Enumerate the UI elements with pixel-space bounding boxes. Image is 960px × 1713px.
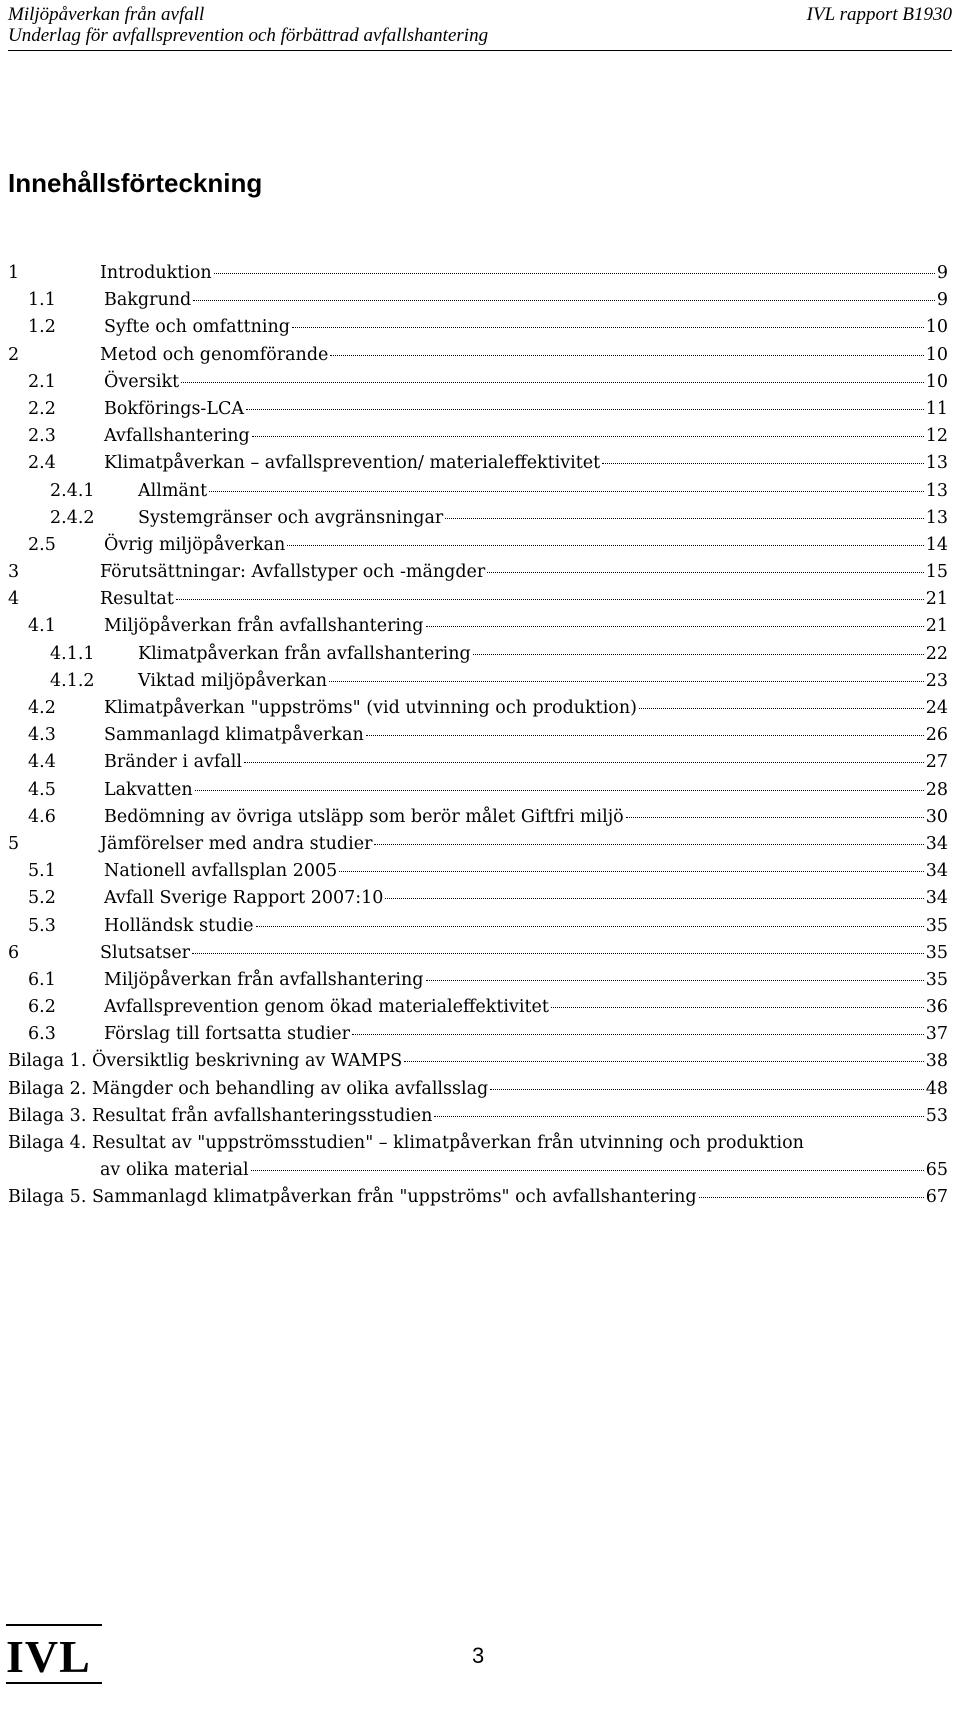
toc-entry-page: 30: [925, 806, 948, 827]
toc-entry-title: Bilaga 5. Sammanlagd klimatpåverkan från "uppströms" och avfallshantering: [8, 1187, 697, 1208]
toc-dot-leader: [181, 382, 924, 383]
toc-entry-title: Introduktion: [100, 263, 212, 283]
toc-entry-number: 2.4.2: [50, 507, 95, 528]
toc-entry[interactable]: [8, 668, 948, 695]
page-header: [8, 0, 952, 60]
toc-entry-title: Viktad miljöpåverkan: [138, 670, 328, 691]
toc-entry-title: Klimatpåverkan "uppströms" (vid utvinning och produktion): [104, 698, 637, 718]
toc-entry-page: 10: [925, 371, 948, 392]
toc-entry-number: 5.2: [28, 888, 56, 909]
toc-dot-leader: [176, 599, 924, 600]
toc-dot-leader: [445, 518, 923, 519]
toc-entry[interactable]: [8, 885, 948, 912]
toc-entry-title: Sammanlagd klimatpåverkan: [104, 725, 364, 746]
toc-entry[interactable]: [8, 967, 948, 994]
toc-entry-title: Systemgränser och avgränsningar: [138, 507, 444, 528]
toc-entry-page: 9: [936, 290, 948, 311]
toc-entry-number: 2.2: [28, 398, 56, 419]
toc-entry-page: 21: [925, 589, 948, 610]
toc-entry-title: Jämförelser med andra studier: [100, 833, 373, 854]
toc-entry-title: Klimatpåverkan från avfallshantering: [138, 643, 471, 664]
toc-entry[interactable]: [8, 749, 948, 776]
toc-entry-number: 4.1.2: [50, 670, 95, 691]
toc-entry-title: Bokförings-LCA: [104, 398, 244, 419]
toc-entry[interactable]: [8, 804, 948, 831]
toc-entry-page: 10: [925, 317, 948, 338]
toc-entry[interactable]: [8, 369, 948, 396]
toc-dot-leader: [193, 300, 935, 301]
toc-dot-leader: [330, 355, 923, 356]
toc-entry-number: 2.4.1: [50, 480, 95, 501]
header-report-id: IVL rapport B1930: [806, 4, 952, 25]
toc-entry-page: 10: [925, 344, 948, 365]
toc-entry[interactable]: [8, 994, 948, 1021]
toc-dot-leader: [192, 953, 924, 954]
toc-entry-page: 14: [925, 534, 948, 555]
toc-dot-leader: [339, 871, 923, 872]
toc-dot-leader: [639, 708, 924, 709]
toc-entry-title: av olika material: [100, 1160, 249, 1181]
toc-entry-title: Miljöpåverkan från avfallshantering: [104, 616, 424, 637]
toc-dot-leader: [246, 409, 924, 410]
toc-entry-page: 24: [925, 698, 948, 718]
toc-entry[interactable]: [8, 940, 948, 967]
toc-entry[interactable]: [8, 586, 948, 613]
logo-top-rule: [6, 1624, 102, 1626]
toc-dot-leader: [490, 1089, 923, 1090]
toc-entry[interactable]: [8, 1048, 948, 1075]
toc-entry-number: 4.5: [28, 779, 56, 800]
toc-dot-leader: [366, 735, 924, 736]
toc-entry-page: 27: [925, 752, 948, 773]
toc-entry[interactable]: [8, 532, 948, 559]
toc-entry-page: 48: [925, 1078, 948, 1099]
toc-entry[interactable]: [8, 1184, 948, 1211]
toc-entry-page: 65: [925, 1160, 948, 1181]
toc-entry-number: 4.6: [28, 806, 56, 827]
toc-entry-title: Metod och genomförande: [100, 344, 329, 365]
toc-entry[interactable]: [8, 1021, 948, 1048]
toc-entry-page: 13: [925, 453, 948, 474]
toc-entry-number: 2.1: [28, 371, 56, 392]
toc-entry-page: 26: [925, 725, 948, 746]
toc-entry-number: 5.1: [28, 861, 56, 882]
toc-entry-title: Bränder i avfall: [104, 752, 243, 773]
toc-entry[interactable]: [8, 913, 948, 940]
toc-entry-title: Syfte och omfattning: [104, 317, 290, 338]
toc-entry-page: 34: [925, 833, 948, 854]
toc-entry-number: 2: [8, 344, 20, 365]
toc-dot-leader: [252, 436, 924, 437]
toc-dot-leader: [251, 1170, 924, 1171]
toc-dot-leader: [352, 1034, 924, 1035]
toc-entry[interactable]: [8, 722, 948, 749]
header-rule: [8, 50, 952, 51]
toc-entry-title: Avfallshantering: [104, 426, 250, 447]
toc-entry-title: Övrig miljöpåverkan: [104, 534, 286, 555]
toc-dot-leader: [385, 898, 923, 899]
toc-entry[interactable]: [8, 260, 948, 287]
toc-entry-number: 6.3: [28, 1024, 56, 1045]
toc-entry-number: 4.3: [28, 725, 56, 746]
toc-entry-number: 2.3: [28, 426, 56, 447]
toc-entry-number: 3: [8, 562, 20, 583]
toc-entry-number: 4: [8, 589, 20, 610]
toc-entry-page: 35: [925, 942, 948, 963]
toc-entry-title: Nationell avfallsplan 2005: [104, 861, 338, 882]
toc-entry-title: Miljöpåverkan från avfallshantering: [104, 969, 424, 990]
toc-entry-number: 1: [8, 263, 20, 283]
toc-entry-page: 11: [925, 398, 948, 419]
toc-entry[interactable]: [8, 641, 948, 668]
toc-entry-page: 34: [925, 861, 948, 882]
page-number: 3: [472, 1643, 485, 1668]
toc-dot-leader: [256, 926, 924, 927]
toc-entry-title: Allmänt: [138, 480, 208, 501]
toc-dot-leader: [426, 980, 924, 981]
toc-entry[interactable]: [8, 423, 948, 450]
toc-entry-number: 5: [8, 833, 20, 854]
header-title: Miljöpåverkan från avfall: [8, 4, 205, 25]
toc-dot-leader: [434, 1116, 923, 1117]
toc-entry-number: 4.1: [28, 616, 56, 637]
toc-dot-leader: [329, 681, 924, 682]
toc-entry-title: Förslag till fortsatta studier: [104, 1024, 350, 1045]
toc-entry-title: Holländsk studie: [104, 915, 254, 936]
toc-entry-page: 13: [925, 507, 948, 528]
toc-dot-leader: [551, 1007, 924, 1008]
toc-dot-leader: [404, 1061, 923, 1062]
toc-dot-leader: [426, 626, 924, 627]
toc-entry[interactable]: [8, 450, 948, 477]
toc-entry-number: 5.3: [28, 915, 56, 936]
toc-entry[interactable]: [8, 695, 948, 722]
toc-entry-title: Bilaga 1. Översiktlig beskrivning av WAMPS: [8, 1051, 403, 1072]
toc-entry-page: 67: [925, 1187, 948, 1208]
toc-entry[interactable]: [8, 396, 948, 423]
toc-entry-title: Bedömning av övriga utsläpp som berör målet Giftfri miljö: [104, 806, 624, 827]
toc-dot-leader: [699, 1197, 924, 1198]
toc-heading: Innehållsförteckning: [8, 168, 263, 198]
toc-entry-page: 36: [925, 997, 948, 1018]
toc-entry[interactable]: [8, 287, 948, 314]
toc-entry-page: 38: [925, 1051, 948, 1072]
toc-entry-title: Översikt: [104, 371, 180, 392]
toc-entry-page: 9: [936, 263, 948, 283]
header-subtitle: Underlag för avfallsprevention och förbättrad avfallshantering: [8, 25, 489, 46]
toc-entry-number: 2.4: [28, 453, 56, 474]
toc-entry[interactable]: [8, 613, 948, 640]
ivl-logo: [6, 1624, 102, 1690]
toc-entry-number: 4.1.1: [50, 643, 95, 664]
toc-dot-leader: [195, 790, 924, 791]
toc-dot-leader: [374, 844, 923, 845]
toc-entry-number: 4.2: [28, 698, 56, 718]
toc-entry[interactable]: [8, 505, 948, 532]
logo-bottom-rule: [6, 1682, 102, 1684]
toc-entry-title: Lakvatten: [104, 779, 193, 800]
toc-entry-title: Klimatpåverkan – avfallsprevention/ materialeffektivitet: [104, 453, 601, 474]
toc-dot-leader: [244, 762, 924, 763]
toc-entry-page: 34: [925, 888, 948, 909]
toc-entry-page: 23: [925, 670, 948, 691]
toc-entry-number: 6.1: [28, 969, 56, 990]
toc-dot-leader: [209, 491, 924, 492]
logo-text: IVL: [6, 1631, 91, 1682]
toc-entry-number: 6: [8, 942, 20, 963]
toc-entry[interactable]: [8, 1130, 948, 1157]
toc-entry-page: 21: [925, 616, 948, 637]
toc-entry[interactable]: [8, 858, 948, 885]
toc-entry-page: 13: [925, 480, 948, 501]
toc-entry-title: Resultat: [100, 589, 174, 610]
toc-entry-page: 28: [925, 779, 948, 800]
toc-entry-title: Avfallsprevention genom ökad materialeffektivitet: [104, 997, 549, 1018]
toc-entry-number: 1.1: [28, 290, 56, 311]
toc-entry-title: Bilaga 4. Resultat av "uppströmsstudien" – klimatpåverkan från utvinning och produktion: [8, 1133, 804, 1153]
toc-dot-leader: [602, 463, 924, 464]
toc-entry[interactable]: [8, 777, 948, 804]
toc-entry[interactable]: [8, 1076, 948, 1103]
toc-entry-title: Bakgrund: [104, 290, 192, 311]
toc-dot-leader: [487, 572, 923, 573]
toc-entry-number: 1.2: [28, 317, 56, 338]
toc-entry-title: Bilaga 3. Resultat från avfallshanteringsstudien: [8, 1105, 433, 1126]
toc-entry-page: 53: [925, 1105, 948, 1126]
toc-entry[interactable]: [8, 342, 948, 369]
toc-entry-number: 4.4: [28, 752, 56, 773]
toc-entry-title: Bilaga 2. Mängder och behandling av olika avfallsslag: [8, 1078, 489, 1099]
toc-dot-leader: [292, 327, 924, 328]
toc-entry-page: 35: [925, 915, 948, 936]
toc-dot-leader: [214, 273, 935, 274]
toc-dot-leader: [473, 654, 924, 655]
toc-entry[interactable]: [8, 1157, 948, 1184]
toc-entry[interactable]: [8, 478, 948, 505]
toc-entry-page: 12: [925, 426, 948, 447]
toc-entry-title: Förutsättningar: Avfallstyper och -mängder: [100, 562, 486, 583]
toc-entry[interactable]: [8, 831, 948, 858]
toc-entry[interactable]: [8, 559, 948, 586]
toc-entry-title: Slutsatser: [100, 942, 191, 963]
toc-entry[interactable]: [8, 1103, 948, 1130]
toc-entry-page: 35: [925, 969, 948, 990]
toc-entry-page: 22: [925, 643, 948, 664]
toc-entry[interactable]: [8, 314, 948, 341]
toc-dot-leader: [626, 817, 924, 818]
toc-entry-page: 15: [925, 562, 948, 583]
toc-entry-number: 6.2: [28, 997, 56, 1018]
toc-entry-title: Avfall Sverige Rapport 2007:10: [104, 888, 384, 909]
table-of-contents: [8, 260, 948, 1212]
toc-entry-page: 37: [925, 1024, 948, 1045]
toc-entry-number: 2.5: [28, 534, 56, 555]
toc-dot-leader: [287, 545, 923, 546]
